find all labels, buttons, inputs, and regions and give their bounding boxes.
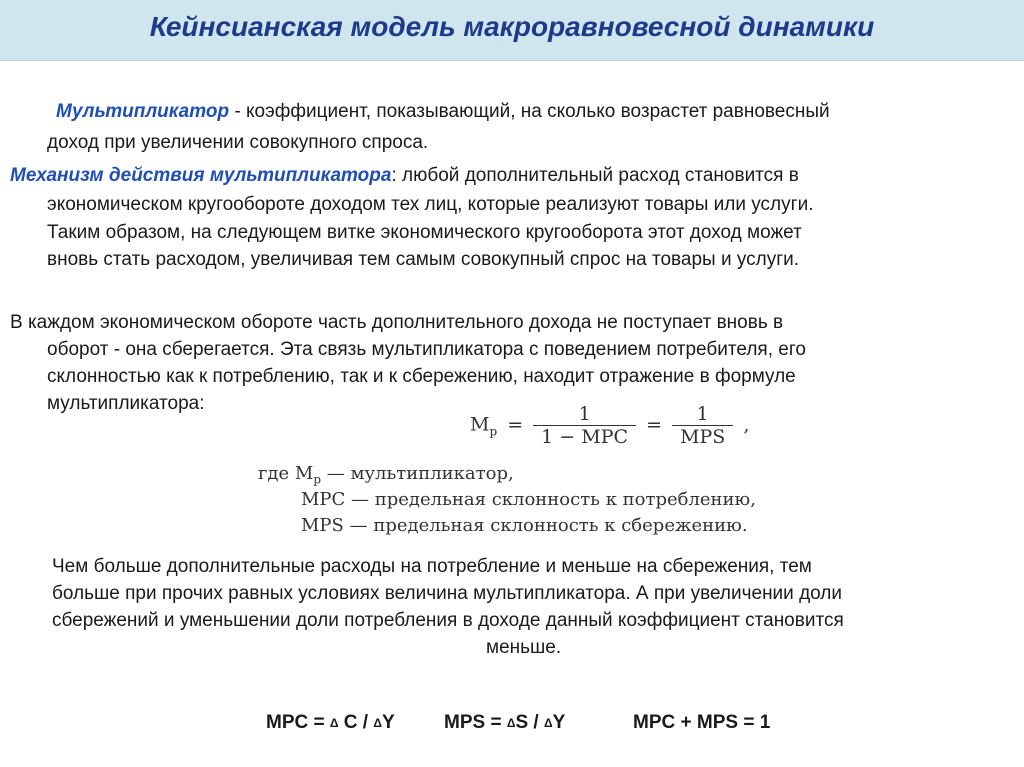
fraction-mps: $\frac{1}{\text{MPS}}$: [672, 403, 733, 448]
formula-legend-line2: MPC — предельная склонность к потреблению,: [301, 489, 756, 510]
definition-line2: доход при увеличении совокупного спроса.: [47, 132, 429, 153]
multiplier-formula: $M_p$ = $\frac{1}{\text{1 − MPC}}$ = $\frac{1}{\text{MPS}}$ ,: [470, 403, 750, 448]
formula-mps: MPS = ΔS / ΔY: [444, 712, 566, 733]
mechanism-line3: Таким образом, на следующем витке экономического кругооборота этот доход может: [47, 222, 802, 243]
conclusion-line4: меньше.: [486, 637, 562, 658]
formula-sum: MPC + MPS = 1: [633, 712, 771, 733]
formula-mpc: MPC = Δ C / ΔY: [266, 712, 395, 733]
savings-line1: В каждом экономическом обороте часть дополнительного дохода не поступает вновь в: [10, 312, 784, 333]
term-multiplier: Мультипликатор: [56, 101, 230, 122]
mechanism-line2: экономическом кругообороте доходом тех лиц, которые реализуют товары или услуги.: [47, 194, 814, 215]
conclusion-line2: больше при прочих равных условиях величина мультипликатора. А при увеличении доли: [52, 583, 843, 604]
savings-line2: оборот - она сберегается. Эта связь мультипликатора с поведением потребителя, его: [47, 339, 806, 360]
conclusion-line3: сбережений и уменьшении доли потребления в доходе данный коэффициент становится: [52, 610, 844, 631]
formula-lhs: M: [470, 413, 490, 436]
savings-line4: мультипликатора:: [47, 393, 205, 414]
mechanism-line4: вновь стать расходом, увеличивая тем самым совокупный спрос на товары и услуги.: [47, 249, 800, 270]
mechanism-line1: Механизм действия мультипликатора: любой дополнительный расход становится в: [10, 165, 799, 186]
title-bar: [0, 0, 1024, 61]
definition-line1: - коэффициент, показывающий, на сколько возрастет равновесный: [229, 101, 830, 122]
conclusion-line1: Чем больше дополнительные расходы на потребление и меньше на сбережения, тем: [52, 556, 812, 577]
slide-title: Кейнсианская модель макроравновесной динамики: [149, 11, 875, 42]
savings-line3: склонностью как к потреблению, так и к сбережению, находит отражение в формуле: [47, 366, 796, 387]
fraction-mpc: $\frac{1}{\text{1 − MPC}}$: [533, 403, 636, 448]
term-mechanism: Механизм действия мультипликатора: [10, 165, 392, 186]
formula-legend-line1: где $M_p$ — мультипликатор,: [258, 463, 514, 487]
formula-lhs-sub: p: [489, 424, 498, 439]
formula-legend-line3: MPS — предельная склонность к сбережению.: [301, 515, 748, 536]
multiplier-definition: [56, 98, 830, 126]
